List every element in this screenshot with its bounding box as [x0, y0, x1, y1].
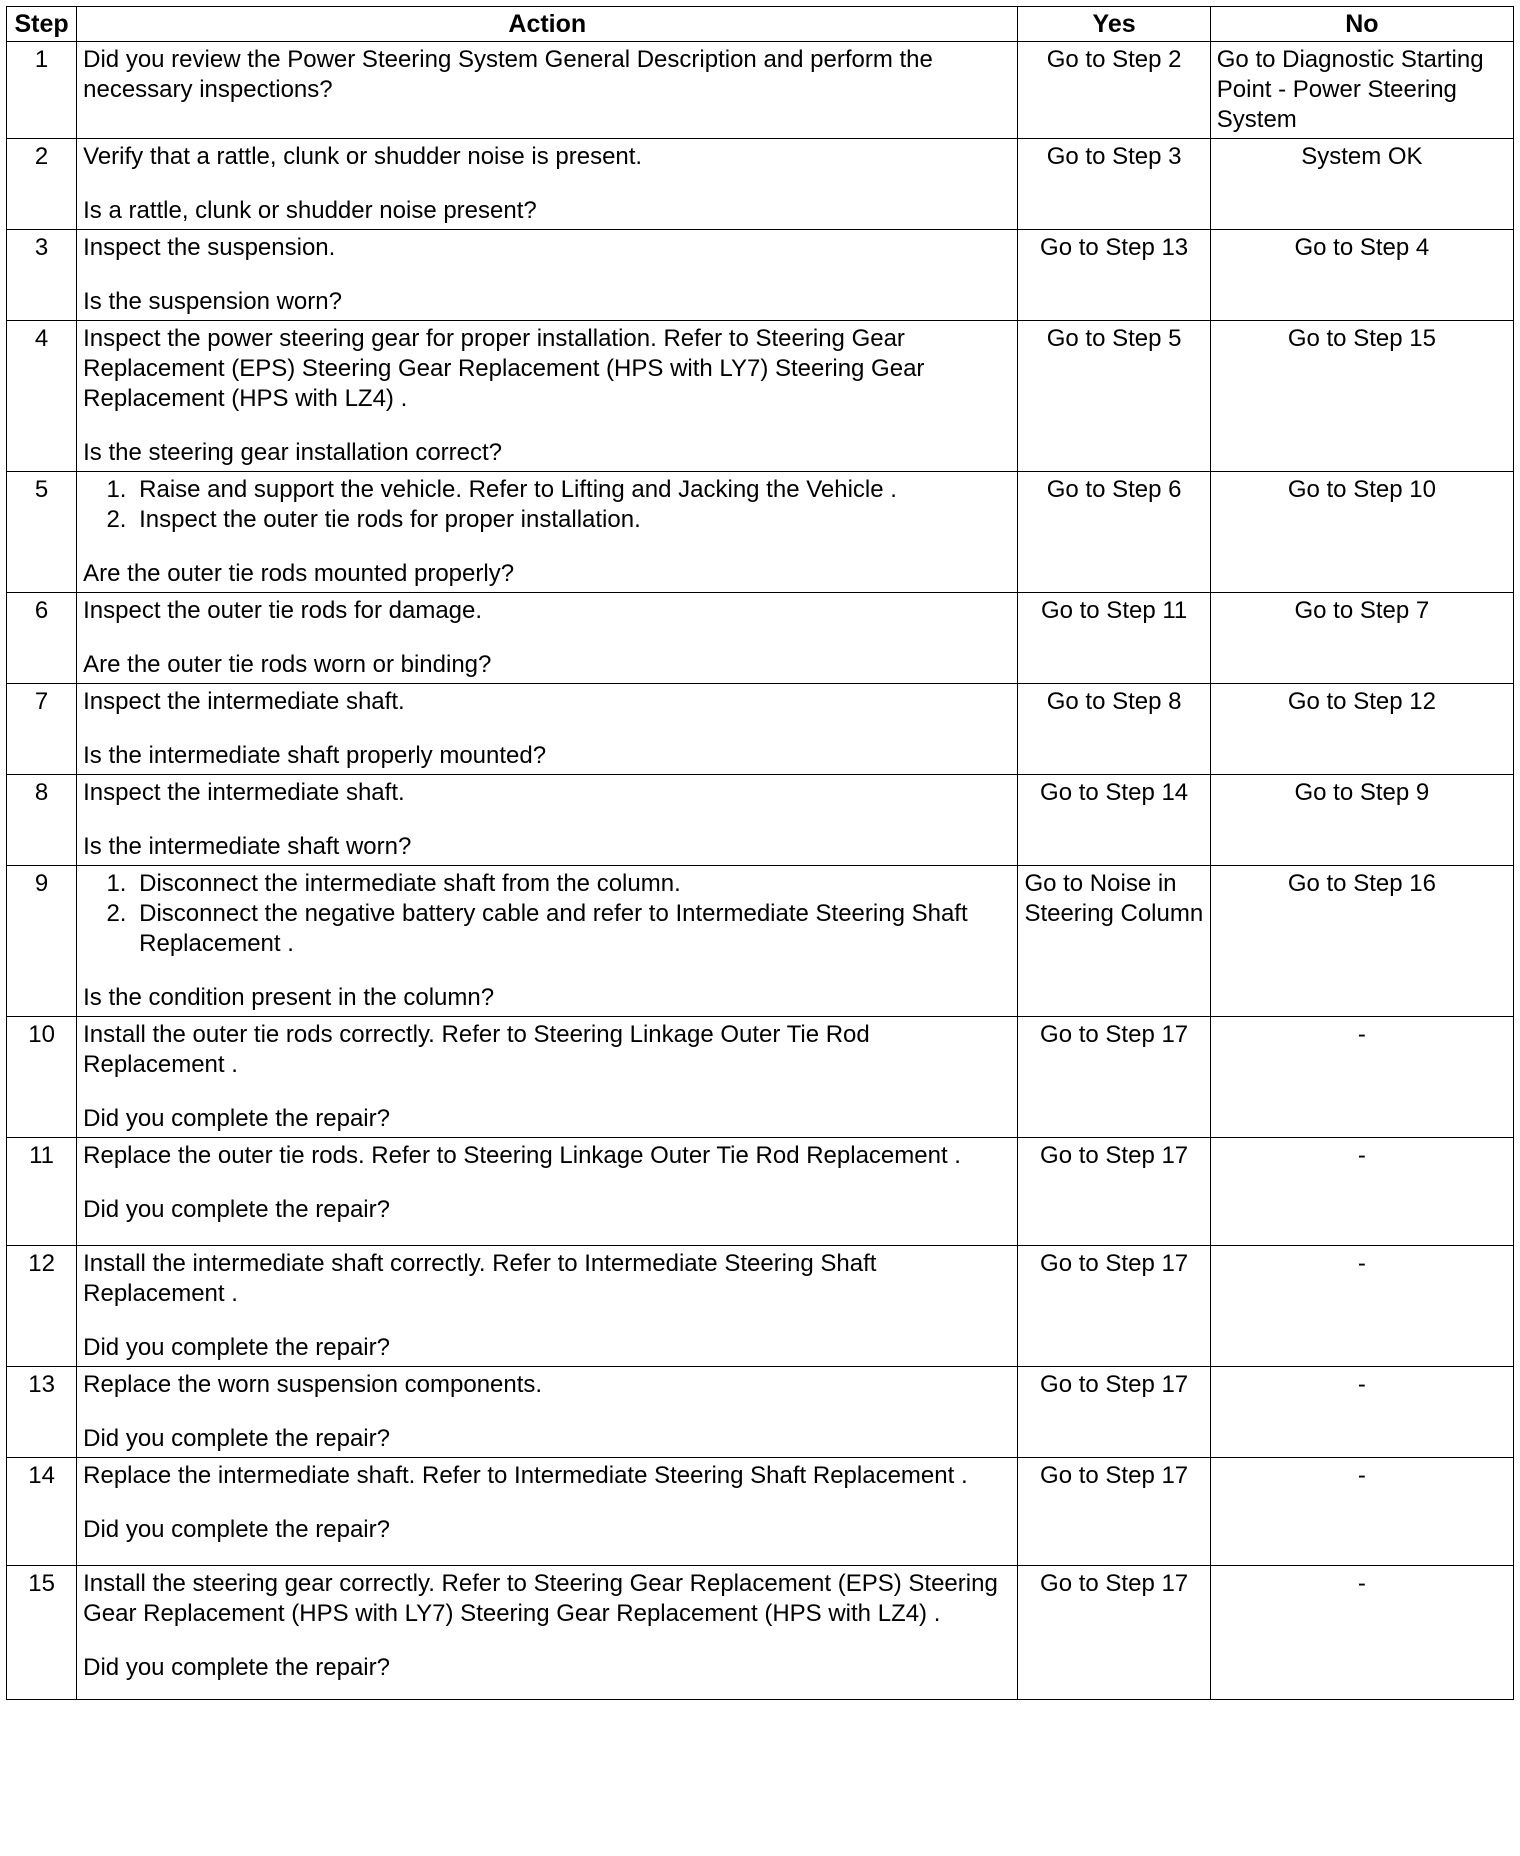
table-row — [7, 1566, 1514, 1700]
yes-result: Go to Step 13 — [1018, 230, 1210, 321]
action-text: Verify that a rattle, clunk or shudder noise is present. — [83, 143, 643, 170]
action-cell — [77, 593, 1018, 684]
action-question: Are the outer tie rods worn or binding? — [83, 651, 492, 678]
no-result: System OK — [1210, 139, 1513, 230]
action-cell — [77, 866, 1018, 1017]
no-result: Go to Step 4 — [1210, 230, 1513, 321]
header-step: Step — [7, 7, 77, 42]
table-row — [7, 1246, 1514, 1367]
action-question: Did you complete the repair? — [83, 1654, 390, 1681]
action-step-item: 1. Disconnect the intermediate shaft from the column. — [133, 869, 1011, 899]
no-result: Go to Step 16 — [1210, 866, 1513, 1017]
yes-result: Go to Step 11 — [1018, 593, 1210, 684]
header-no: No — [1210, 7, 1513, 42]
no-result: - — [1210, 1458, 1513, 1566]
action-text: Did you review the Power Steering System General Description and perform the necessary inspections? — [83, 46, 933, 103]
no-result: - — [1210, 1017, 1513, 1138]
action-question: Is a rattle, clunk or shudder noise present? — [83, 197, 537, 224]
step-number: 13 — [7, 1367, 77, 1458]
no-result: Go to Step 9 — [1210, 775, 1513, 866]
yes-result: Go to Step 8 — [1018, 684, 1210, 775]
table-body — [7, 42, 1514, 1700]
yes-result: Go to Step 17 — [1018, 1367, 1210, 1458]
yes-result: Go to Step 17 — [1018, 1246, 1210, 1367]
action-cell — [77, 684, 1018, 775]
table-row — [7, 472, 1514, 593]
action-cell — [77, 1458, 1018, 1566]
no-result: Go to Step 10 — [1210, 472, 1513, 593]
action-text: Inspect the intermediate shaft. — [83, 779, 405, 806]
action-cell — [77, 775, 1018, 866]
yes-result: Go to Step 14 — [1018, 775, 1210, 866]
action-question: Is the steering gear installation correct? — [83, 439, 503, 466]
table-row — [7, 1367, 1514, 1458]
yes-result: Go to Step 17 — [1018, 1458, 1210, 1566]
action-text: Inspect the intermediate shaft. — [83, 688, 405, 715]
action-question: Did you complete the repair? — [83, 1425, 390, 1452]
action-cell — [77, 42, 1018, 139]
action-cell — [77, 472, 1018, 593]
table-row — [7, 42, 1514, 139]
no-result: - — [1210, 1566, 1513, 1700]
action-text: Replace the worn suspension components. — [83, 1371, 543, 1398]
action-cell — [77, 1017, 1018, 1138]
table-row — [7, 1138, 1514, 1246]
action-text: Replace the intermediate shaft. Refer to Intermediate Steering Shaft Replacement . — [83, 1462, 968, 1489]
step-number: 2 — [7, 139, 77, 230]
action-cell — [77, 230, 1018, 321]
table-row — [7, 321, 1514, 472]
action-cell — [77, 1566, 1018, 1700]
action-question: Is the condition present in the column? — [83, 984, 495, 1011]
step-number: 6 — [7, 593, 77, 684]
action-text: Inspect the suspension. — [83, 234, 336, 261]
table-row — [7, 866, 1514, 1017]
step-number: 3 — [7, 230, 77, 321]
no-result: Go to Step 12 — [1210, 684, 1513, 775]
step-number: 12 — [7, 1246, 77, 1367]
table-row — [7, 593, 1514, 684]
yes-result: Go to Step 17 — [1018, 1566, 1210, 1700]
action-step-list — [83, 475, 1011, 535]
yes-result: Go to Step 3 — [1018, 139, 1210, 230]
action-step-item: 2. Inspect the outer tie rods for proper installation. — [133, 505, 1011, 535]
diagnostic-table — [6, 6, 1514, 1700]
yes-result: Go to Step 17 — [1018, 1017, 1210, 1138]
step-number: 15 — [7, 1566, 77, 1700]
step-number: 11 — [7, 1138, 77, 1246]
step-number: 1 — [7, 42, 77, 139]
action-question: Did you complete the repair? — [83, 1334, 390, 1361]
step-number: 7 — [7, 684, 77, 775]
table-row — [7, 1458, 1514, 1566]
step-number: 14 — [7, 1458, 77, 1566]
action-text: Install the outer tie rods correctly. Refer to Steering Linkage Outer Tie Rod Replacement . — [83, 1021, 870, 1078]
action-text: Replace the outer tie rods. Refer to Steering Linkage Outer Tie Rod Replacement . — [83, 1142, 961, 1169]
action-step-item: 2. Disconnect the negative battery cable and refer to Intermediate Steering Shaft Replacement . — [133, 899, 1011, 959]
yes-result: Go to Noise in Steering Column — [1018, 866, 1210, 1017]
step-number: 9 — [7, 866, 77, 1017]
yes-result: Go to Step 17 — [1018, 1138, 1210, 1246]
header-action: Action — [77, 7, 1018, 42]
yes-result: Go to Step 2 — [1018, 42, 1210, 139]
action-text: Inspect the outer tie rods for damage. — [83, 597, 483, 624]
table-row — [7, 230, 1514, 321]
action-question: Did you complete the repair? — [83, 1516, 390, 1543]
no-result: - — [1210, 1246, 1513, 1367]
action-step-item: 1. Raise and support the vehicle. Refer to Lifting and Jacking the Vehicle . — [133, 475, 1011, 505]
action-question: Did you complete the repair? — [83, 1105, 390, 1132]
step-number: 4 — [7, 321, 77, 472]
no-result: Go to Diagnostic Starting Point - Power Steering System — [1210, 42, 1513, 139]
table-header-row — [7, 7, 1514, 42]
action-cell — [77, 1138, 1018, 1246]
no-result: - — [1210, 1138, 1513, 1246]
header-yes: Yes — [1018, 7, 1210, 42]
action-question: Is the suspension worn? — [83, 288, 342, 315]
no-result: Go to Step 15 — [1210, 321, 1513, 472]
step-number: 8 — [7, 775, 77, 866]
table-row — [7, 684, 1514, 775]
action-cell — [77, 1246, 1018, 1367]
action-question: Is the intermediate shaft properly mounted? — [83, 742, 547, 769]
action-text: Inspect the power steering gear for proper installation. Refer to Steering Gear Replacement (EPS) Steering Gear Replacement (HPS with LY7) Steering Gear Replacement (HPS with LZ4) . — [83, 325, 925, 412]
step-number: 10 — [7, 1017, 77, 1138]
action-text: Install the steering gear correctly. Refer to Steering Gear Replacement (EPS) Steering Gear Replacement (HPS with LY7) Steering Gear Replacement (HPS with LZ4) . — [83, 1570, 998, 1627]
table-row — [7, 139, 1514, 230]
table-row — [7, 775, 1514, 866]
action-cell — [77, 139, 1018, 230]
action-text: Install the intermediate shaft correctly. Refer to Intermediate Steering Shaft Replacement . — [83, 1250, 877, 1307]
action-step-list — [83, 869, 1011, 959]
step-number: 5 — [7, 472, 77, 593]
action-cell — [77, 1367, 1018, 1458]
table-row — [7, 1017, 1514, 1138]
action-cell — [77, 321, 1018, 472]
no-result: - — [1210, 1367, 1513, 1458]
action-question: Are the outer tie rods mounted properly? — [83, 560, 515, 587]
action-question: Is the intermediate shaft worn? — [83, 833, 412, 860]
yes-result: Go to Step 6 — [1018, 472, 1210, 593]
action-question: Did you complete the repair? — [83, 1196, 390, 1223]
no-result: Go to Step 7 — [1210, 593, 1513, 684]
yes-result: Go to Step 5 — [1018, 321, 1210, 472]
